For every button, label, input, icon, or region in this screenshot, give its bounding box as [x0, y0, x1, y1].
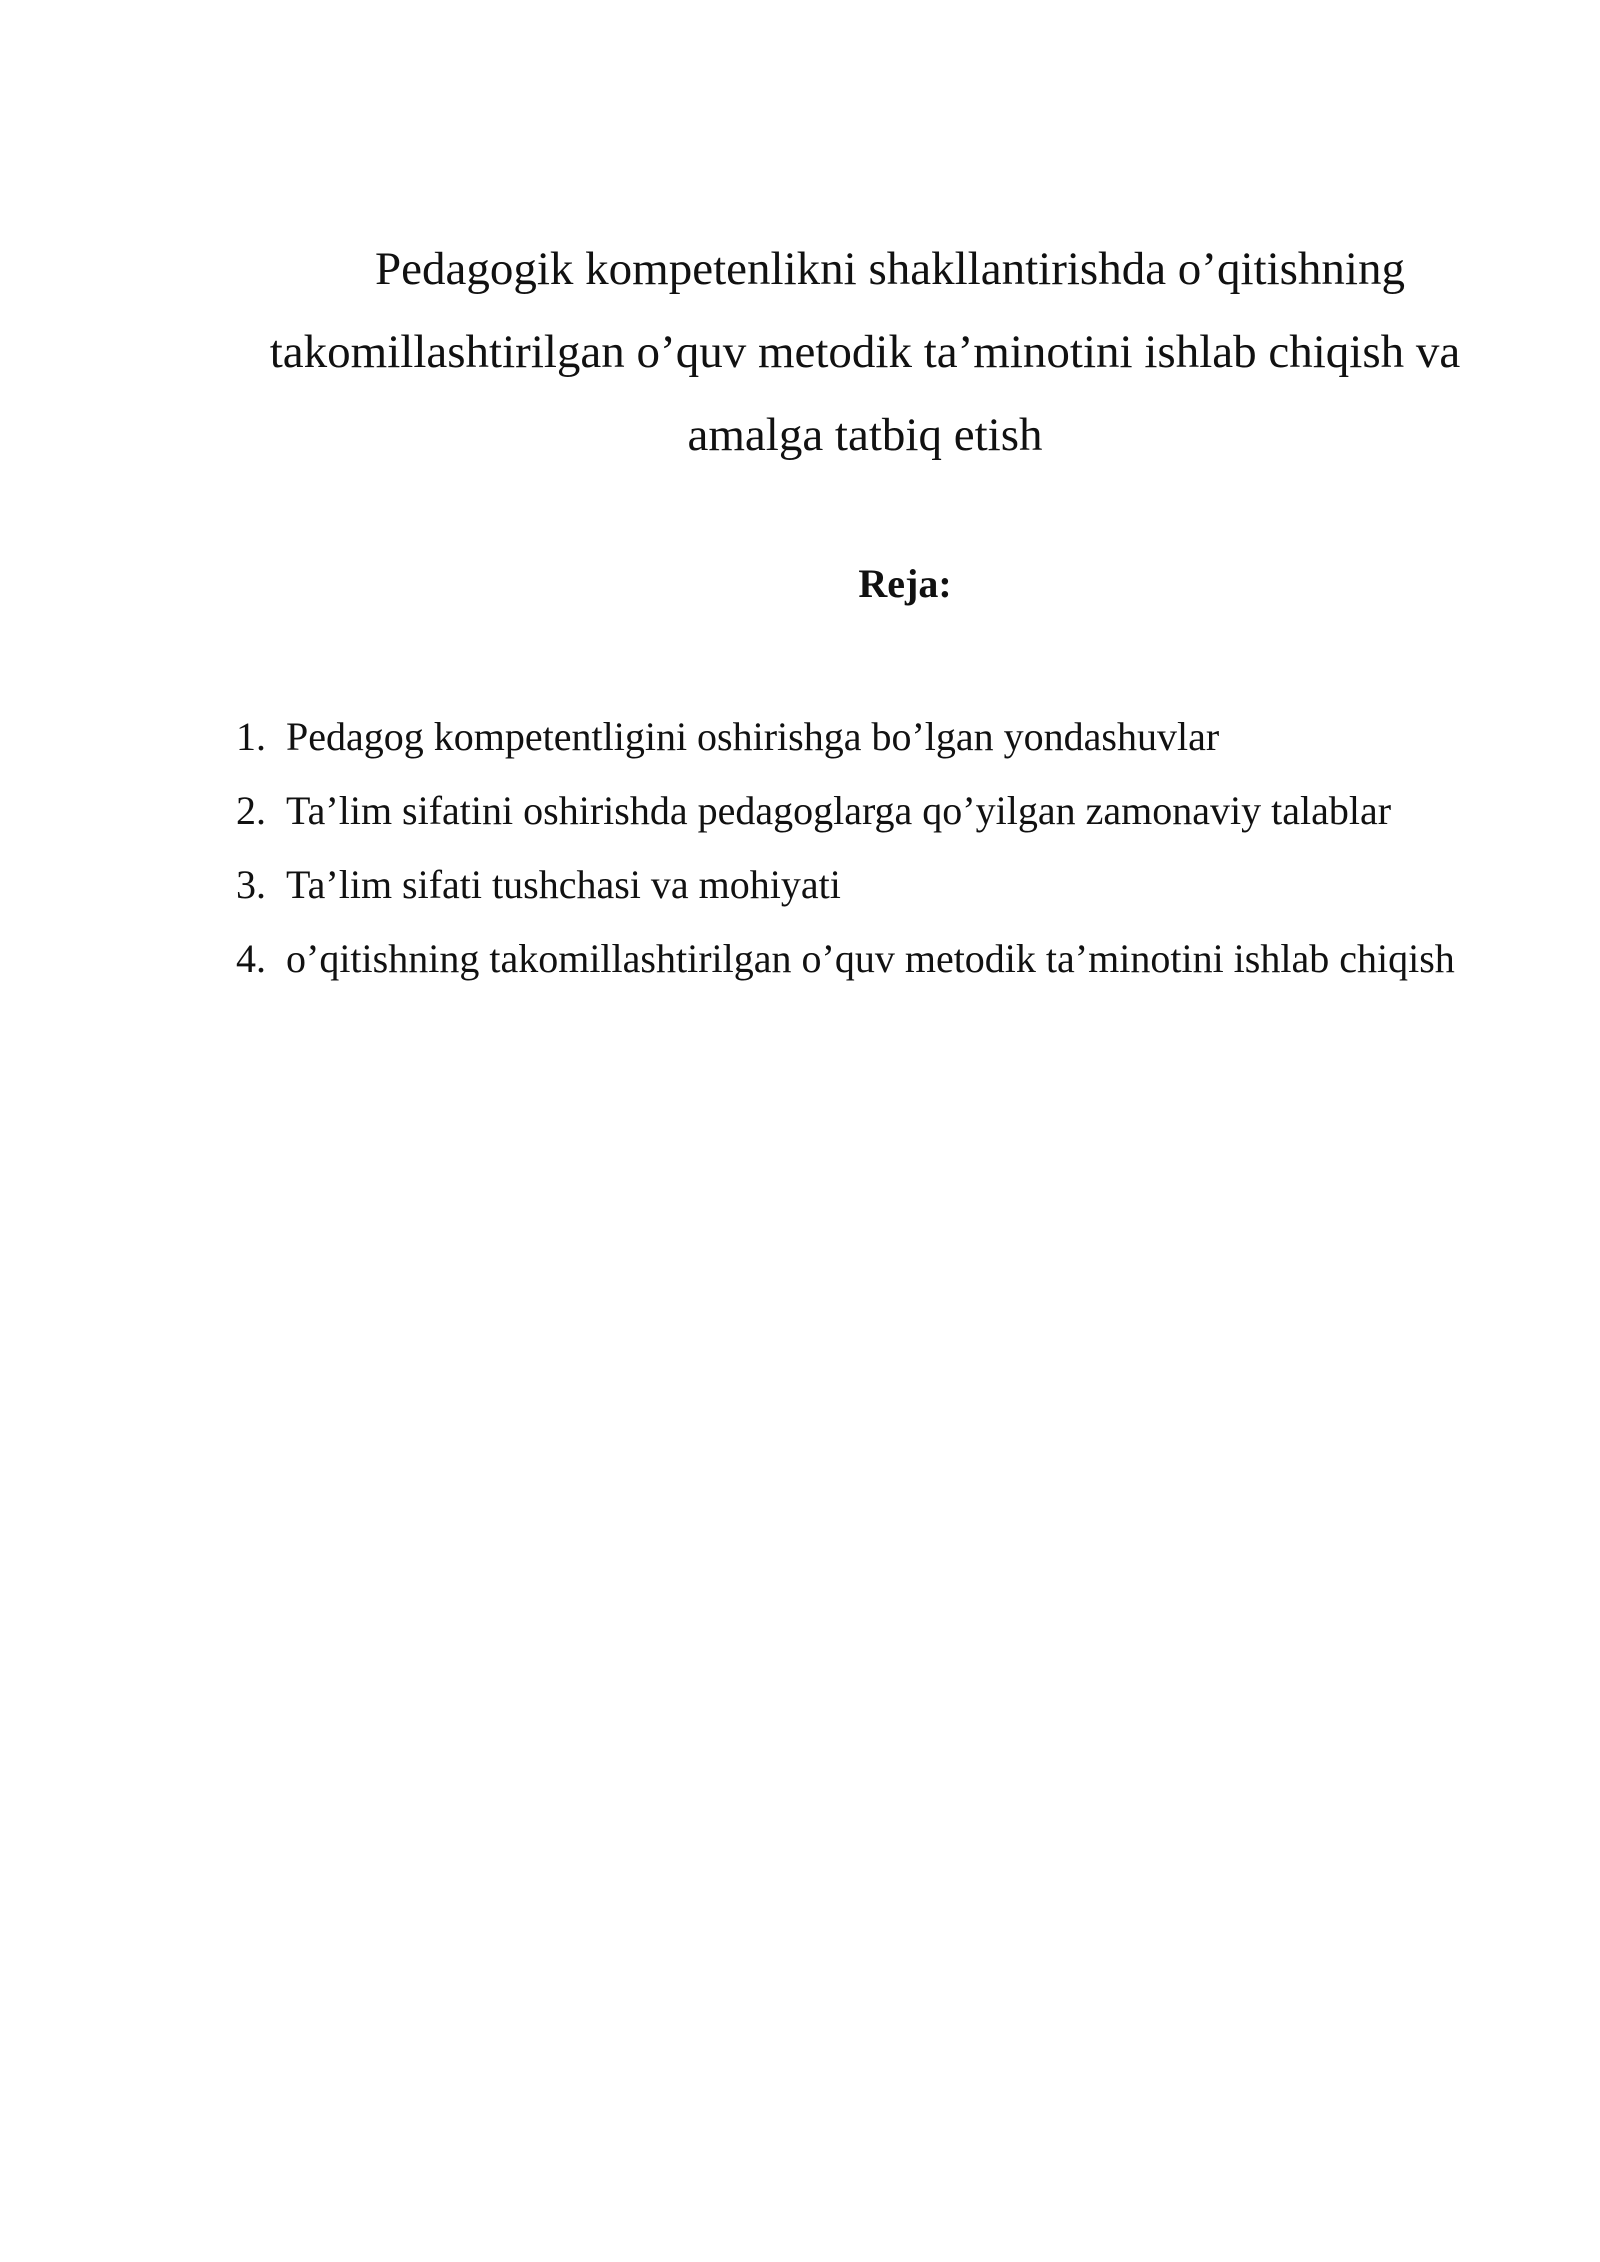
plan-item-number: 2.	[236, 788, 266, 833]
plan-item-2	[236, 774, 1488, 848]
plan-item-number: 1.	[236, 714, 266, 759]
plan-item-1	[236, 700, 1488, 774]
plan-item-text: Ta’lim sifatini oshirishda pedagoglarga qo’yilgan zamonaviy talablar	[286, 788, 1392, 833]
plan-item-text: o’qitishning takomillashtirilgan o’quv metodik ta’minotini ishlab chiqish	[286, 936, 1455, 981]
plan-item-text: Ta’lim sifati tushchasi va mohiyati	[286, 862, 841, 907]
document-title	[240, 228, 1490, 477]
plan-item-3	[236, 848, 1488, 922]
plan-item-text: Pedagog kompetentligini oshirishga bo’lgan yondashuvlar	[286, 714, 1220, 759]
plan-heading: Reja:	[858, 561, 952, 606]
plan-list	[236, 700, 1488, 996]
plan-item-number: 3.	[236, 862, 266, 907]
plan-item-4	[236, 922, 1488, 996]
plan-item-number: 4.	[236, 936, 266, 981]
document-title-text: Pedagogik kompetenlikni shakllantirishda o’qitishning takomillashtirilgan o’quv metodik ta’minotini ishlab chiqish va amalga tatbiq etish	[269, 243, 1461, 461]
